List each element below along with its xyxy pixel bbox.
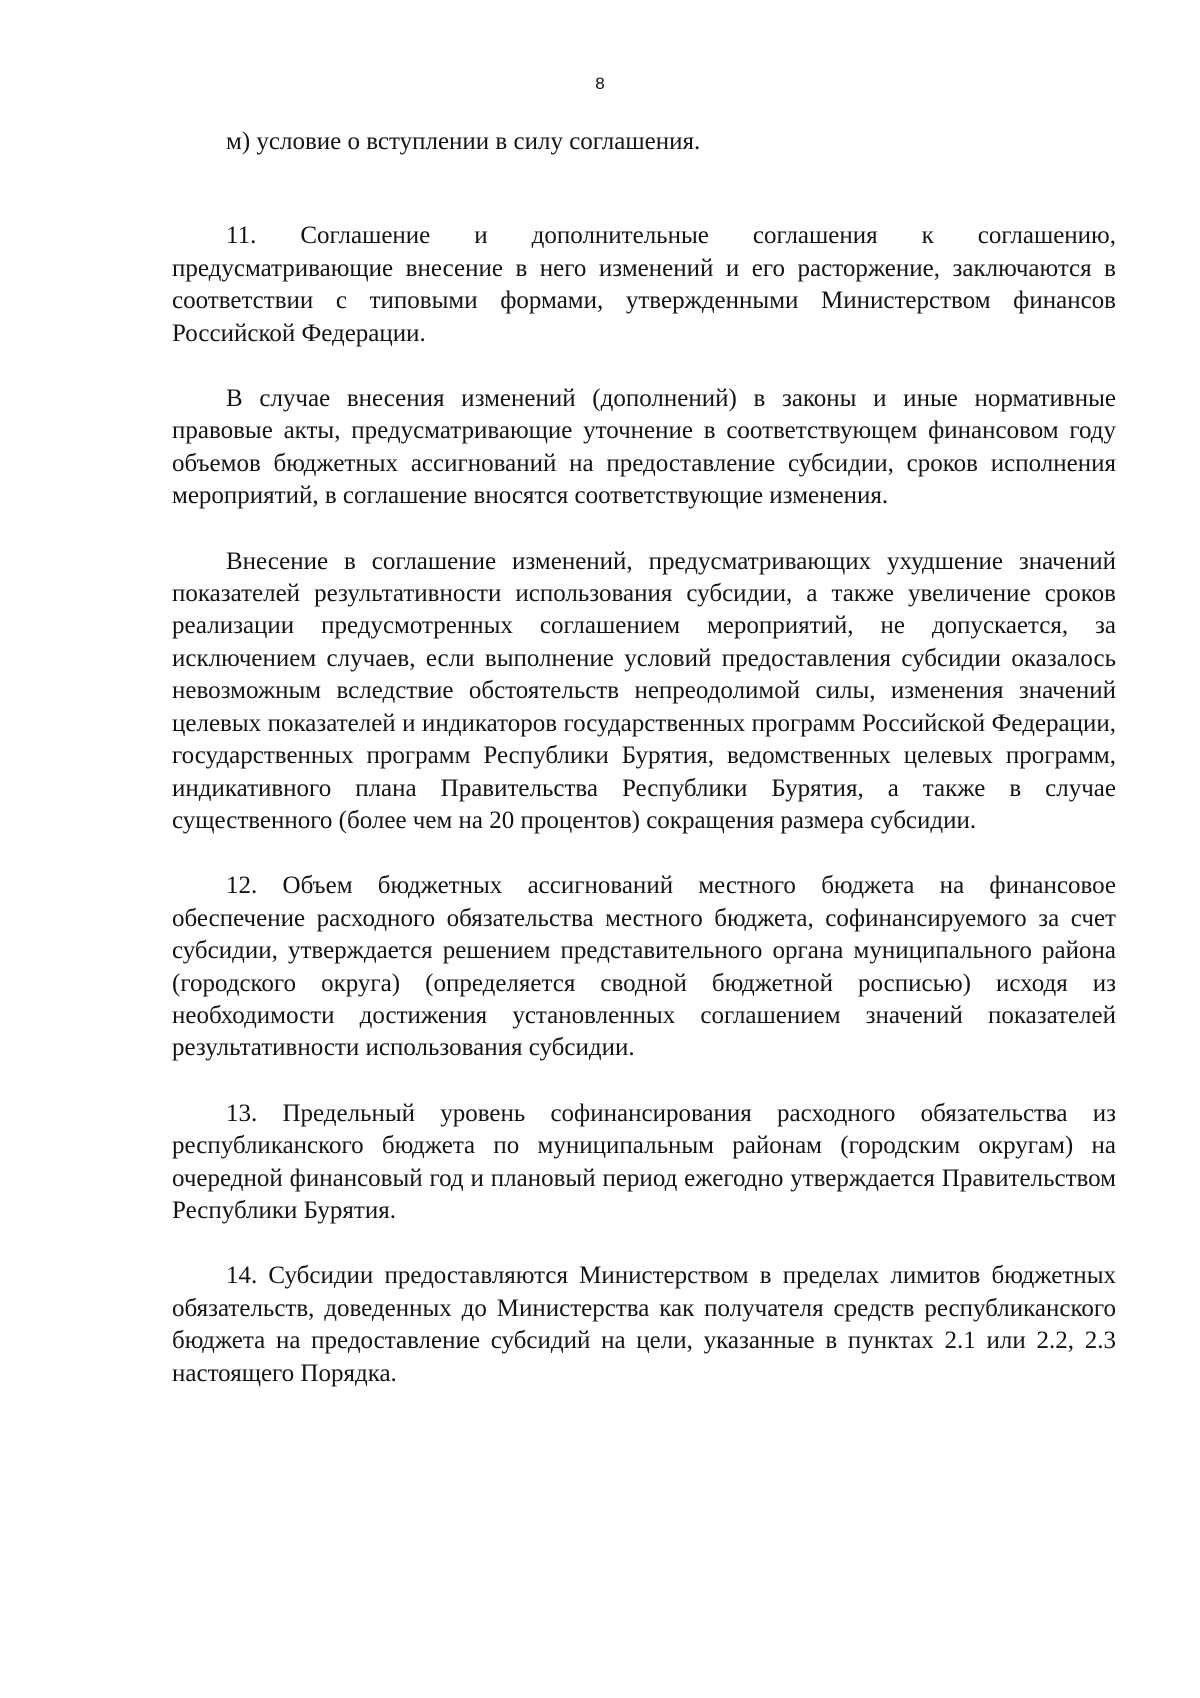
paragraph-item-m: м) условие о вступлении в силу соглашения.	[226, 128, 701, 155]
paragraph-clause-13: 13. Предельный уровень софинансирования расходного обязательства из республиканского бюджета по муниципальным районам (городским округам) на очередной финансовый год и плановый период ежегодно утверждается Правительством Республики Бурятия.	[172, 1099, 1116, 1224]
paragraph-clause-14: 14. Субсидии предоставляются Министерством в пределах лимитов бюджетных обязательств, доведенных до Министерства как получателя средств республиканского бюджета на предоставление субсидий на цели, указанные в пунктах 2.1 или 2.2, 2.3 настоящего Порядка.	[172, 1262, 1116, 1387]
paragraph-clause-12: 12. Объем бюджетных ассигнований местного бюджета на финансовое обеспечение расходного обязательства местного бюджета, софинансируемого за счет субсидии, утверждается решением представительного органа муниципального района (городского округа) (определяется сводной бюджетной росписью) исходя из необходимости достижения установленных соглашением значений показателей результативности использования субсидии.	[172, 872, 1116, 1062]
paragraph-amendments: В случае внесения изменений (дополнений) в законы и иные нормативные правовые акты, предусматривающие уточнение в соответствующем финансовом году объемов бюджетных ассигнований на предоставление субсидии, сроков исполнения мероприятий, в соглашение вносятся соответствующие изменения.	[172, 385, 1116, 510]
paragraph-clause-11: 11. Соглашение и дополнительные соглашения к соглашению, предусматривающие внесение в него изменений и его расторжение, заключаются в соответствии с типовыми формами, утвержденными Министерством финансов Российской Федерации.	[172, 222, 1116, 347]
page-number: 8	[595, 74, 605, 93]
document-body	[172, 126, 1116, 1390]
paragraph-restrictions: Внесение в соглашение изменений, предусматривающих ухудшение значений показателей результативности использования субсидии, а также увеличение сроков реализации предусмотренных соглашением мероприятий, не допускается, за исключением случаев, если выполнение условий предоставления субсидии оказалось невозможным вследствие обстоятельств непреодолимой силы, изменения значений целевых показателей и индикаторов государственных программ Российской Федерации, государственных программ Республики Бурятия, ведомственных целевых программ, индикативного плана Правительства Республики Бурятия, а также в случае существенного (более чем на 20 процентов) сокращения размера субсидии.	[172, 547, 1116, 834]
